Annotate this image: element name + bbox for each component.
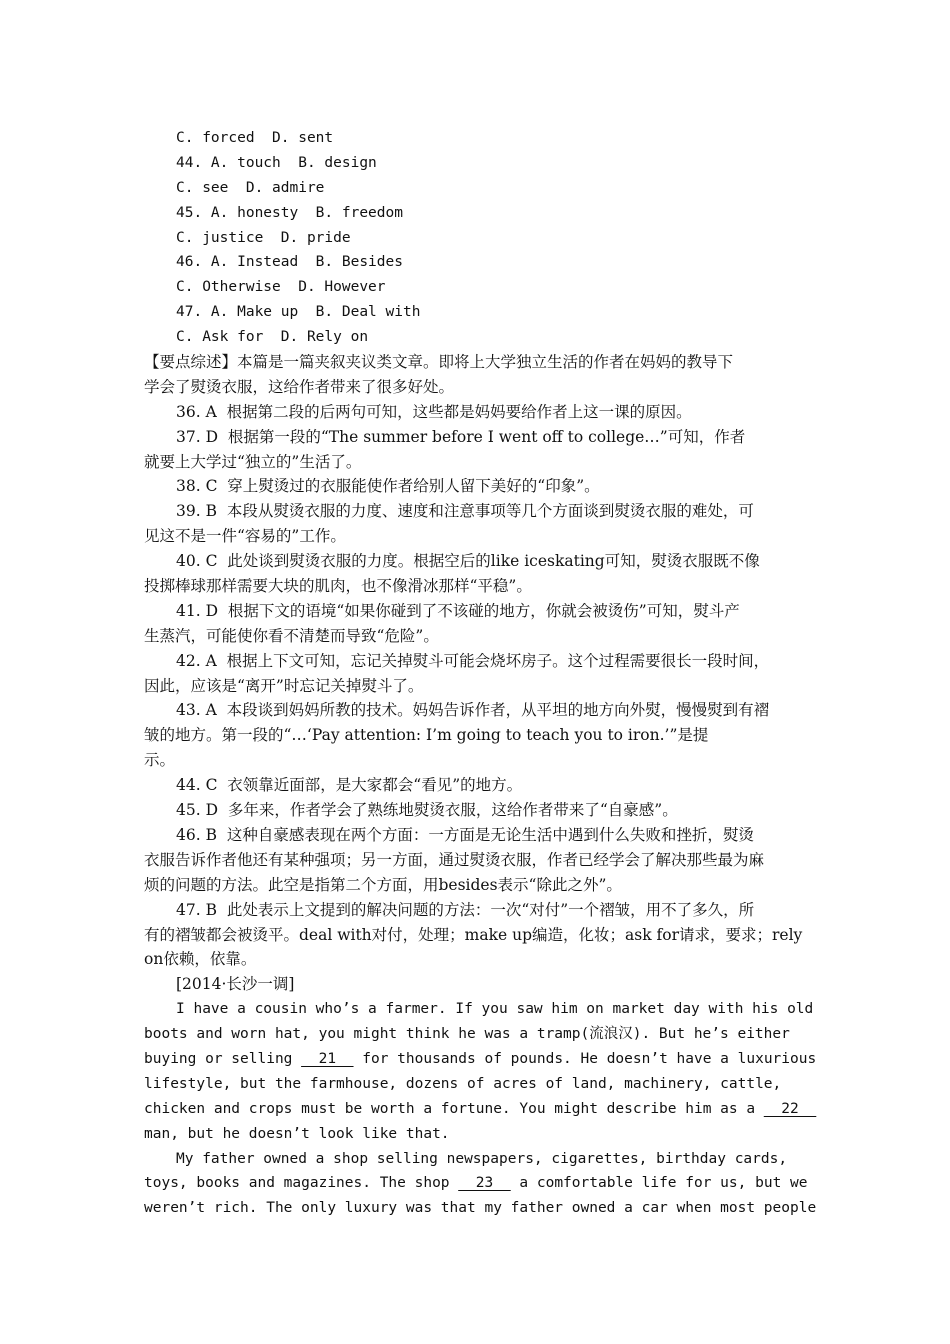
passage-line bbox=[144, 1171, 808, 1196]
blank-22: __22__ bbox=[763, 1100, 817, 1117]
option-line: C. see D. admire bbox=[176, 179, 325, 196]
passage-text: a comfortable life for us, but we bbox=[510, 1175, 808, 1192]
blank-23: __23__ bbox=[458, 1175, 511, 1192]
answer-42-line: 因此，应该是“离开”时忘记关掉熨斗了。 bbox=[144, 676, 424, 695]
answer-41-line: 生蒸汽，可能使你看不清楚而导致“危险”。 bbox=[144, 626, 439, 645]
passage-line: lifestyle, but the farmhouse, dozens of acres of land, machinery, cattle, bbox=[144, 1075, 782, 1092]
answer-46-line: 烦的问题的方法。此空是指第二个方面，用besides表示“除此之外”。 bbox=[144, 875, 622, 894]
passage-line: weren’t rich. The only luxury was that my father owned a car when most people bbox=[144, 1200, 817, 1217]
passage-line bbox=[144, 1047, 817, 1072]
answer-43-line: 43. A 本段谈到妈妈所教的技术。妈妈告诉作者，从平坦的地方向外熨，慢慢熨到有褶 bbox=[176, 701, 770, 720]
option-line: 44. A. touch B. design bbox=[176, 154, 377, 171]
passage-line bbox=[144, 1097, 817, 1122]
answer-43-line: 示。 bbox=[144, 751, 176, 770]
blank-21: __21__ bbox=[301, 1050, 354, 1067]
passage-line: I have a cousin who’s a farmer. If you saw him on market day with his old bbox=[176, 1001, 814, 1018]
answer-39-line: 39. B 本段从熨烫衣服的力度、速度和注意事项等几个方面谈到熨烫衣服的难处，可 bbox=[176, 502, 754, 521]
document-content bbox=[144, 126, 817, 1221]
summary-line bbox=[144, 350, 808, 375]
answer-46-line: 衣服告诉作者他还有某种强项；另一方面，通过熨烫衣服，作者已经学会了解决那些最为麻 bbox=[144, 850, 765, 869]
answer-37-line: 37. D 根据第一段的“The summer before I went off to college…”可知，作者 bbox=[176, 427, 746, 446]
answer-43-line: 皱的地方。第一段的“…‘Pay attention: I’m going to teach you to iron.’”是提 bbox=[144, 726, 709, 745]
answer-40-line: 40. C 此处谈到熨烫衣服的力度。根据空后的like iceskating可知，熨烫衣服既不像 bbox=[176, 552, 760, 571]
option-line: C. justice D. pride bbox=[176, 229, 351, 246]
answer-explanations bbox=[144, 400, 808, 972]
passage-text: for thousands of pounds. He doesn’t have a luxurious bbox=[353, 1050, 817, 1067]
summary-label: 【要点综述】 bbox=[144, 353, 238, 372]
answer-46-line: 46. B 这种自豪感表现在两个方面：一方面是无论生活中遇到什么失败和挫折，熨烫 bbox=[176, 825, 754, 844]
passage bbox=[144, 997, 817, 1221]
answer-41-line: 41. D 根据下文的语境“如果你碰到了不该碰的地方，你就会被烫伤”可知，熨斗产 bbox=[176, 601, 740, 620]
option-line: 46. A. Instead B. Besides bbox=[176, 254, 403, 271]
summary-section bbox=[144, 350, 808, 400]
answer-47-line: 有的褶皱都会被烫平。deal with对付，处理；make up编造，化妆；ask for请求，要求；rely bbox=[144, 925, 803, 944]
passage-line: man, but he doesn’t look like that. bbox=[144, 1125, 450, 1142]
answer-42-line: 42. A 根据上下文可知，忘记关掉熨斗可能会烧坏房子。这个过程需要很长一段时间， bbox=[176, 651, 770, 670]
answer-45-line: 45. D 多年来，作者学会了熟练地熨烫衣服，这给作者带来了“自豪感”。 bbox=[176, 801, 678, 820]
option-line: C. Ask for D. Rely on bbox=[176, 329, 369, 346]
option-line: C. forced D. sent bbox=[176, 130, 334, 146]
passage-line: My father owned a shop selling newspapers, cigarettes, birthday cards, bbox=[176, 1150, 788, 1167]
answer-40-line: 投掷棒球那样需要大块的肌肉，也不像滑冰那样“平稳”。 bbox=[144, 577, 532, 596]
summary-line: 学会了熨烫衣服，这给作者带来了很多好处。 bbox=[144, 377, 455, 396]
summary-text: 本篇是一篇夹叙夹议类文章。即将上大学独立生活的作者在妈妈的教导下 bbox=[237, 353, 734, 372]
passage-text: buying or selling bbox=[144, 1050, 302, 1067]
passage-text: toys, books and magazines. The shop bbox=[144, 1175, 459, 1192]
option-line: 45. A. honesty B. freedom bbox=[176, 204, 403, 221]
option-list bbox=[144, 126, 808, 350]
option-line: 47. A. Make up B. Deal with bbox=[176, 304, 421, 321]
answer-39-line: 见这不是一件“容易的”工作。 bbox=[144, 527, 346, 546]
source-tag: [2014·长沙一调] bbox=[176, 975, 295, 994]
answer-44-line: 44. C 衣领靠近面部，是大家都会“看见”的地方。 bbox=[176, 776, 523, 795]
passage-text: chicken and crops must be worth a fortune. You might describe him as a bbox=[144, 1100, 764, 1117]
answer-37-line: 就要上大学过“独立的”生活了。 bbox=[144, 452, 362, 471]
answer-47-line: on依赖，依靠。 bbox=[144, 950, 257, 969]
answer-36-line: 36. A 根据第二段的后两句可知，这些都是妈妈要给作者上这一课的原因。 bbox=[176, 402, 692, 421]
answer-47-line: 47. B 此处表示上文提到的解决问题的方法：一次“对付”一个褶皱，用不了多久，所 bbox=[176, 900, 755, 919]
passage-line: boots and worn hat, you might think he was a tramp(流浪汉). But he’s either bbox=[144, 1026, 790, 1043]
answer-38-line: 38. C 穿上熨烫过的衣服能使作者给别人留下美好的“印象”。 bbox=[176, 477, 600, 496]
option-line: C. Otherwise D. However bbox=[176, 279, 386, 296]
